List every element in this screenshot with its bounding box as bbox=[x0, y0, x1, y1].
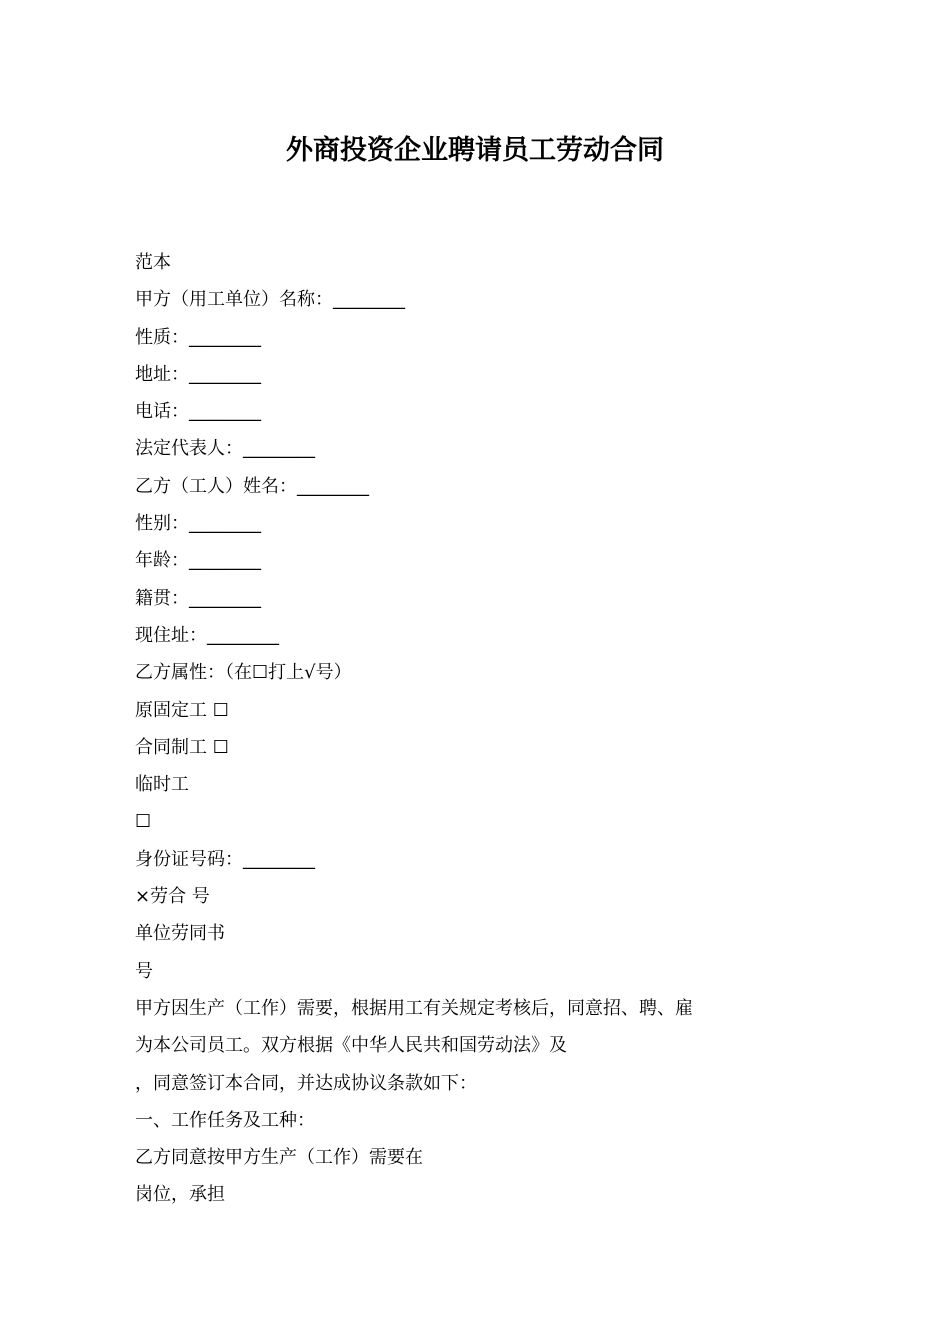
text-line: 岗位，承担 bbox=[135, 1184, 225, 1206]
text-line: 甲方（用工单位）名称：________ bbox=[135, 289, 405, 311]
text-line: 年龄：________ bbox=[135, 550, 261, 572]
text-line: 为本公司员工。双方根据《中华人民共和国劳动法》及 bbox=[135, 1035, 567, 1057]
text-line: ×劳合 号 bbox=[135, 886, 210, 908]
text-line: ，同意签订本合同，并达成协议条款如下： bbox=[135, 1072, 477, 1094]
text-line: 电话：________ bbox=[135, 401, 261, 423]
text-line: 一、工作任务及工种： bbox=[135, 1109, 315, 1131]
document-body bbox=[135, 244, 835, 1214]
text-line: 原固定工 ☐ bbox=[135, 699, 229, 721]
document-title: 外商投资企业聘请员工劳动合同 bbox=[286, 135, 664, 166]
text-line: 性别：________ bbox=[135, 513, 261, 535]
text-line: 法定代表人：________ bbox=[135, 438, 315, 460]
text-line: 号 bbox=[135, 960, 153, 982]
text-line: 乙方属性：（在☐打上√号） bbox=[135, 662, 352, 684]
text-line: 甲方因生产（工作）需要，根据用工有关规定考核后，同意招、聘、雇 bbox=[135, 997, 693, 1019]
text-line: 身份证号码：________ bbox=[135, 848, 315, 870]
text-line: 现住址：________ bbox=[135, 624, 279, 646]
text-line: 地址：________ bbox=[135, 363, 261, 385]
text-line: ☐ bbox=[135, 811, 152, 833]
text-line: 临时工 bbox=[135, 774, 189, 796]
text-line: 性质：________ bbox=[135, 326, 261, 348]
text-line: 乙方（工人）姓名：________ bbox=[135, 475, 369, 497]
text-line: 乙方同意按甲方生产（工作）需要在 bbox=[135, 1147, 423, 1169]
text-line: 单位劳同书 bbox=[135, 923, 225, 945]
text-line: 范本 bbox=[135, 252, 171, 273]
text-line: 籍贯：________ bbox=[135, 587, 261, 609]
text-line: 合同制工 ☐ bbox=[135, 736, 229, 758]
